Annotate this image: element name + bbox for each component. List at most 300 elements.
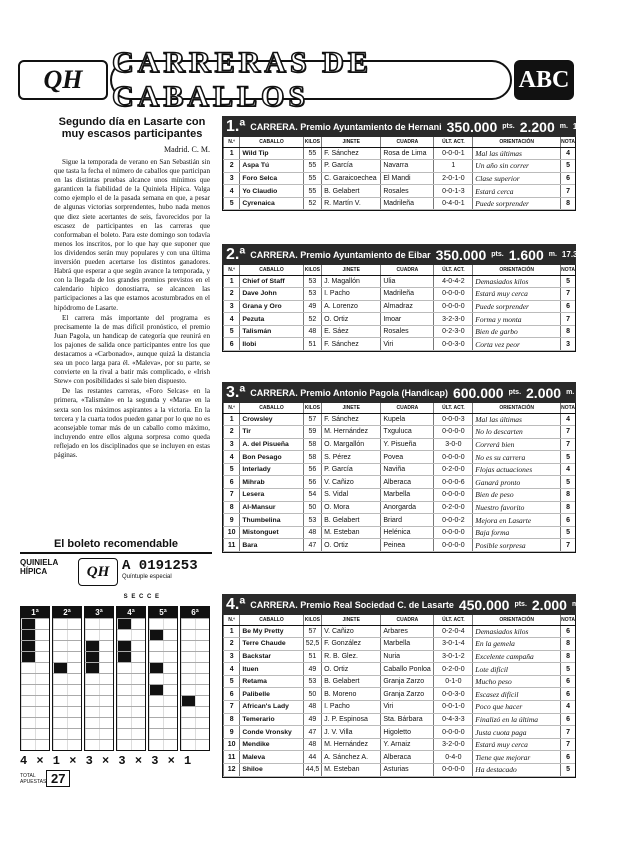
grid-row [149, 673, 177, 684]
rating: 6 [561, 625, 575, 638]
grid-row [149, 717, 177, 728]
article [54, 116, 210, 461]
race-header [222, 116, 601, 137]
runner-number: 11 [224, 751, 240, 764]
last-results: 0-0-0-0 [434, 426, 473, 439]
grid-box [99, 696, 113, 706]
grid-box [149, 685, 163, 695]
horse-name: Bara [240, 539, 303, 552]
grid-row [85, 618, 113, 629]
weight: 56 [303, 463, 321, 476]
race-prize: 450.000 [458, 596, 510, 613]
grid-row [181, 739, 209, 750]
table-row [224, 751, 576, 764]
horse-name: Wild Tip [240, 147, 303, 160]
grid-box [67, 641, 81, 651]
boleto-logo: QH [78, 558, 118, 586]
grid-row [117, 684, 145, 695]
grid-box [117, 718, 131, 728]
grid-box [117, 729, 131, 739]
grid-box [131, 630, 145, 640]
jockey: S. Vidal [322, 489, 381, 502]
jockey: V. Cañizo [322, 625, 381, 638]
grid-column [84, 606, 114, 751]
stable: Peinea [381, 539, 434, 552]
rating: 8 [561, 325, 575, 338]
tip: Ganará pronto [473, 476, 561, 489]
runner-number: 4 [224, 663, 240, 676]
grid-row [181, 629, 209, 640]
grid-box [131, 641, 145, 651]
stable: Granja Zarzo [381, 675, 434, 688]
grid-row [53, 640, 81, 651]
column-header: N.º [224, 265, 240, 275]
horse-name: Dave John [240, 288, 303, 301]
grid-row [53, 717, 81, 728]
last-results: 0-2-3-0 [434, 325, 473, 338]
grid-row [85, 651, 113, 662]
horse-name: Maleva [240, 751, 303, 764]
horse-name: Mistonguet [240, 526, 303, 539]
grid-box [99, 718, 113, 728]
stable: Alberaca [381, 751, 434, 764]
grid-box [149, 641, 163, 651]
grid-row [149, 706, 177, 717]
grid-box [53, 740, 67, 750]
tip: Mal las últimas [473, 413, 561, 426]
runner-number: 3 [224, 438, 240, 451]
grid-row [53, 673, 81, 684]
tip: Correrá bien [473, 438, 561, 451]
runner-number: 2 [224, 426, 240, 439]
grid-row [149, 618, 177, 629]
rating: 5 [561, 526, 575, 539]
race-prize-unit: pts. [514, 601, 527, 608]
grid-box [181, 674, 195, 684]
boleto-recomendable [20, 538, 212, 787]
table-row [224, 476, 576, 489]
grid-row [149, 651, 177, 662]
table-row [224, 638, 576, 651]
race-table [223, 615, 575, 777]
grid-box [131, 696, 145, 706]
stable: Ulia [381, 275, 434, 288]
column-header: JINETE [322, 403, 381, 413]
table-row [224, 300, 576, 313]
grid-box [99, 740, 113, 750]
grid-box [21, 641, 35, 651]
grid-row [181, 706, 209, 717]
tip: Finalizó en la última [473, 713, 561, 726]
tip: Ha destacado [473, 764, 561, 777]
grid-box [67, 630, 81, 640]
tip: Estará cerca [473, 185, 561, 198]
grid-row [149, 695, 177, 706]
weight: 44 [303, 751, 321, 764]
stable: Imoar [381, 313, 434, 326]
runner-number: 1 [224, 413, 240, 426]
total-value: 27 [46, 770, 70, 787]
jockey: M. Esteban [322, 764, 381, 777]
grid-row [21, 728, 49, 739]
grid-box [35, 619, 49, 629]
jockey: I. Pacho [322, 288, 381, 301]
rating: 5 [561, 476, 575, 489]
weight: 55 [303, 160, 321, 173]
table-row [224, 625, 576, 638]
stable: Alberaca [381, 476, 434, 489]
tip: Justa cuota paga [473, 726, 561, 739]
grid-row [117, 651, 145, 662]
last-results: 0-0-0-0 [434, 539, 473, 552]
column-header: CABALLO [240, 403, 303, 413]
grid-box [67, 619, 81, 629]
last-results: 0-0-0-0 [434, 300, 473, 313]
grid-box [149, 740, 163, 750]
last-results: 0-0-0-0 [434, 526, 473, 539]
weight: 55 [303, 185, 321, 198]
grid-box [131, 674, 145, 684]
grid-box [85, 718, 99, 728]
grid-row [117, 717, 145, 728]
grid-box [21, 630, 35, 640]
grid-box [181, 729, 195, 739]
grid-column-header: 2ª [53, 607, 81, 618]
tip: Poco que hacer [473, 701, 561, 714]
rating: 6 [561, 751, 575, 764]
grid-box [195, 652, 209, 662]
grid-box [131, 652, 145, 662]
last-results: 0-0-1-0 [434, 701, 473, 714]
rating: 4 [561, 463, 575, 476]
runner-number: 11 [224, 539, 240, 552]
race-prize: 600.000 [452, 384, 504, 401]
grid-box [53, 696, 67, 706]
grid-box [85, 674, 99, 684]
runner-number: 10 [224, 738, 240, 751]
grid-row [21, 640, 49, 651]
stable: Helénica [381, 526, 434, 539]
column-header: CUADRA [381, 137, 434, 147]
last-results: 0-0-0-0 [434, 764, 473, 777]
grid-row [117, 640, 145, 651]
horse-name: Aspa Tú [240, 160, 303, 173]
jockey: C. Garaicoechea [322, 172, 381, 185]
grid-column [148, 606, 178, 751]
table-row [224, 764, 576, 777]
horse-name: Thumbelina [240, 514, 303, 527]
horse-name: Pezuta [240, 313, 303, 326]
grid-box [195, 729, 209, 739]
weight: 47 [303, 539, 321, 552]
tip: Corta vez peor [473, 338, 561, 351]
grid-row [149, 629, 177, 640]
tip: Estará muy cerca [473, 288, 561, 301]
last-results: 3-0-0 [434, 438, 473, 451]
table-row [224, 413, 576, 426]
grid-box [195, 641, 209, 651]
grid-row [117, 673, 145, 684]
horse-name: Conde Vronsky [240, 726, 303, 739]
weight: 50 [303, 688, 321, 701]
boleto-number: A 0191253 [122, 558, 198, 574]
stable: Asturias [381, 764, 434, 777]
last-results: 0-0-1-3 [434, 185, 473, 198]
rating: 5 [561, 160, 575, 173]
last-results: 0-0-3-0 [434, 338, 473, 351]
grid-box [21, 718, 35, 728]
grid-box [53, 619, 67, 629]
tip: Puede sorprender [473, 197, 561, 210]
grid-box [99, 674, 113, 684]
weight: 47 [303, 726, 321, 739]
table-row [224, 713, 576, 726]
horse-name: Talismán [240, 325, 303, 338]
race-prize: 350.000 [446, 118, 498, 135]
last-results: 0-1-0 [434, 675, 473, 688]
grid-row [85, 706, 113, 717]
jockey: R. B. Glez. [322, 650, 381, 663]
tip: Estará muy cerca [473, 738, 561, 751]
grid-box [131, 685, 145, 695]
grid-box [35, 663, 49, 673]
runner-number: 5 [224, 463, 240, 476]
grid-box [117, 641, 131, 651]
grid-box [35, 685, 49, 695]
grid-box [21, 674, 35, 684]
grid-box [85, 630, 99, 640]
grid-box [35, 696, 49, 706]
stable: Kupela [381, 413, 434, 426]
grid-box [67, 696, 81, 706]
stable: Txguluca [381, 426, 434, 439]
stable: Madrileña [381, 197, 434, 210]
horse-name: Terre Chaude [240, 638, 303, 651]
grid-box [53, 729, 67, 739]
grid-box [149, 696, 163, 706]
tip: Lote difícil [473, 663, 561, 676]
jockey: J. Magallón [322, 275, 381, 288]
grid-box [117, 630, 131, 640]
last-results: 3-2-0-0 [434, 738, 473, 751]
grid-box [67, 718, 81, 728]
table-row [224, 514, 576, 527]
weight: 55 [303, 147, 321, 160]
grid-box [195, 707, 209, 717]
runner-number: 9 [224, 726, 240, 739]
runner-number: 6 [224, 688, 240, 701]
grid-row [181, 673, 209, 684]
grid-box [85, 641, 99, 651]
last-results: 0-2-0-0 [434, 501, 473, 514]
grid-box [117, 696, 131, 706]
grid-box [149, 663, 163, 673]
rating: 5 [561, 764, 575, 777]
race-title: CARRERA. Premio Ayuntamiento de Eibar [250, 249, 431, 260]
grid-row [181, 728, 209, 739]
grid-box [149, 718, 163, 728]
rating: 7 [561, 738, 575, 751]
column-header: ÚLT. ACT. [434, 615, 473, 625]
last-results: 4-0-4-2 [434, 275, 473, 288]
race-distance-unit: m. [559, 123, 568, 130]
horse-name: Foro Selca [240, 172, 303, 185]
article-paragraph: Sigue la temporada de verano en San Sebastián sin que tasta la fecha el número de caballos que participan en las distintas pruebas alcance unos mínimos que garanticen la fiabilidad de la Quiniela Hípica. Valga como ejemplo el de la pasada semana en que, a pesar de algunas victorias sorprendentes, hubo nada menos que diez siete acertantes de seis, favorecidos por la escasez de participantes en las carreras que conformaban el boleto. Para este domingo son todavía menos los inscritos, por lo que hay que suponer que los dividendos serán muy populares y con una última inversión pueden acertarse los distintos ganadores. Habrá que esperar a que según avance la temporada, y con la llegada de los grandes premios previstos en el calendario hípico donostiarra, se alcancen las participaciones a las que estamos acostumbrados en el hipódromo de Lasarte. [54, 158, 210, 312]
column-header: ÚLT. ACT. [434, 137, 473, 147]
horse-name: Shiloe [240, 764, 303, 777]
table-row [224, 501, 576, 514]
race-1 [222, 116, 601, 211]
grid-box [131, 663, 145, 673]
section-title: CARRERAS DE CABALLOS [110, 60, 512, 100]
jockey: O. Ortiz [322, 313, 381, 326]
column-header: N.º [224, 403, 240, 413]
stable: Rosales [381, 325, 434, 338]
rating: 6 [561, 300, 575, 313]
last-results: 0-4-0-1 [434, 197, 473, 210]
column-header: CUADRA [381, 265, 434, 275]
jockey: M. Hernández [322, 426, 381, 439]
column-header: KILOS [303, 403, 321, 413]
grid-column-header: 5ª [149, 607, 177, 618]
grid-box [181, 707, 195, 717]
rating: 3 [561, 338, 575, 351]
horse-name: A. del Pisueña [240, 438, 303, 451]
grid-box [149, 707, 163, 717]
jockey: A. Lorenzo [322, 300, 381, 313]
weight: 57 [303, 413, 321, 426]
jockey: F. Sánchez [322, 147, 381, 160]
grid-box [99, 685, 113, 695]
grid-box [53, 685, 67, 695]
grid-box [181, 685, 195, 695]
table-row [224, 172, 576, 185]
grid-box [35, 641, 49, 651]
column-header: NOTA [561, 615, 575, 625]
jockey: F. Sánchez [322, 413, 381, 426]
weight: 49 [303, 713, 321, 726]
stable: Granja Zarzo [381, 688, 434, 701]
table-row [224, 463, 576, 476]
runner-number: 4 [224, 451, 240, 464]
rating: 4 [561, 147, 575, 160]
jockey: O. Mora [322, 501, 381, 514]
grid-box [67, 685, 81, 695]
race-distance-unit: m. [548, 251, 557, 258]
grid-column-header: 4ª [117, 607, 145, 618]
weight: 44,5 [303, 764, 321, 777]
weight: 48 [303, 701, 321, 714]
grid-row [117, 706, 145, 717]
grid-column-header: 3ª [85, 607, 113, 618]
grid-box [85, 740, 99, 750]
race-title: CARRERA. Premio Antonio Pagola (Handicap) [250, 387, 448, 398]
stable: Almadraz [381, 300, 434, 313]
jockey: I. Pacho [322, 701, 381, 714]
grid-box [195, 685, 209, 695]
jockey: S. Pérez [322, 451, 381, 464]
weight: 49 [303, 663, 321, 676]
weight: 51 [303, 650, 321, 663]
stable: El Mandi [381, 172, 434, 185]
horse-name: Chief of Staff [240, 275, 303, 288]
stable: Anorgarda [381, 501, 434, 514]
column-header: ORIENTACIÓN [473, 265, 561, 275]
runner-number: 6 [224, 476, 240, 489]
column-header: JINETE [322, 137, 381, 147]
grid-box [35, 630, 49, 640]
table-row [224, 650, 576, 663]
column-header: CABALLO [240, 265, 303, 275]
rating: 4 [561, 413, 575, 426]
boleto-combination: 4 × 1 × 3 × 3 × 3 × 1 [20, 754, 193, 768]
last-results: 0-4-0 [434, 751, 473, 764]
horse-name: Ilobi [240, 338, 303, 351]
masthead [18, 46, 574, 113]
race-table [223, 403, 575, 552]
runner-number: 12 [224, 764, 240, 777]
tip: Bien de garbo [473, 325, 561, 338]
race-header [222, 382, 607, 403]
grid-box [21, 696, 35, 706]
horse-name: Crowsley [240, 413, 303, 426]
column-header: ORIENTACIÓN [473, 403, 561, 413]
grid-box [85, 729, 99, 739]
grid-row [53, 651, 81, 662]
column-header: ORIENTACIÓN [473, 137, 561, 147]
weight: 53 [303, 675, 321, 688]
weight: 51 [303, 338, 321, 351]
jockey: V. Cañizo [322, 476, 381, 489]
jockey: O. Ortiz [322, 539, 381, 552]
grid-box [163, 652, 177, 662]
grid-row [21, 717, 49, 728]
race-number: 4.ª [226, 595, 246, 613]
table-row [224, 313, 576, 326]
last-results: 3-0-1-4 [434, 638, 473, 651]
grid-box [67, 663, 81, 673]
grid-box [131, 718, 145, 728]
grid-row [53, 629, 81, 640]
grid-box [67, 674, 81, 684]
grid-row [85, 640, 113, 651]
grid-box [195, 718, 209, 728]
grid-box [195, 630, 209, 640]
table-row [224, 338, 576, 351]
column-header: JINETE [322, 265, 381, 275]
grid-box [99, 707, 113, 717]
column-header: NOTA [561, 403, 575, 413]
grid-row [149, 640, 177, 651]
grid-box [35, 729, 49, 739]
rating: 5 [561, 451, 575, 464]
grid-column-header: 6ª [181, 607, 209, 618]
tip: Un año sin correr [473, 160, 561, 173]
table-row [224, 701, 576, 714]
stable: Marbella [381, 638, 434, 651]
last-results: 1 [434, 160, 473, 173]
rating: 7 [561, 438, 575, 451]
race-distance: 2.000 [526, 384, 562, 401]
runner-number: 3 [224, 300, 240, 313]
grid-row [181, 684, 209, 695]
grid-row [149, 662, 177, 673]
race-number: 2.ª [226, 245, 246, 263]
grid-box [21, 619, 35, 629]
grid-box [85, 663, 99, 673]
tip: Posible sorpresa [473, 539, 561, 552]
total-label: TOTAL APUESTAS [20, 772, 47, 785]
